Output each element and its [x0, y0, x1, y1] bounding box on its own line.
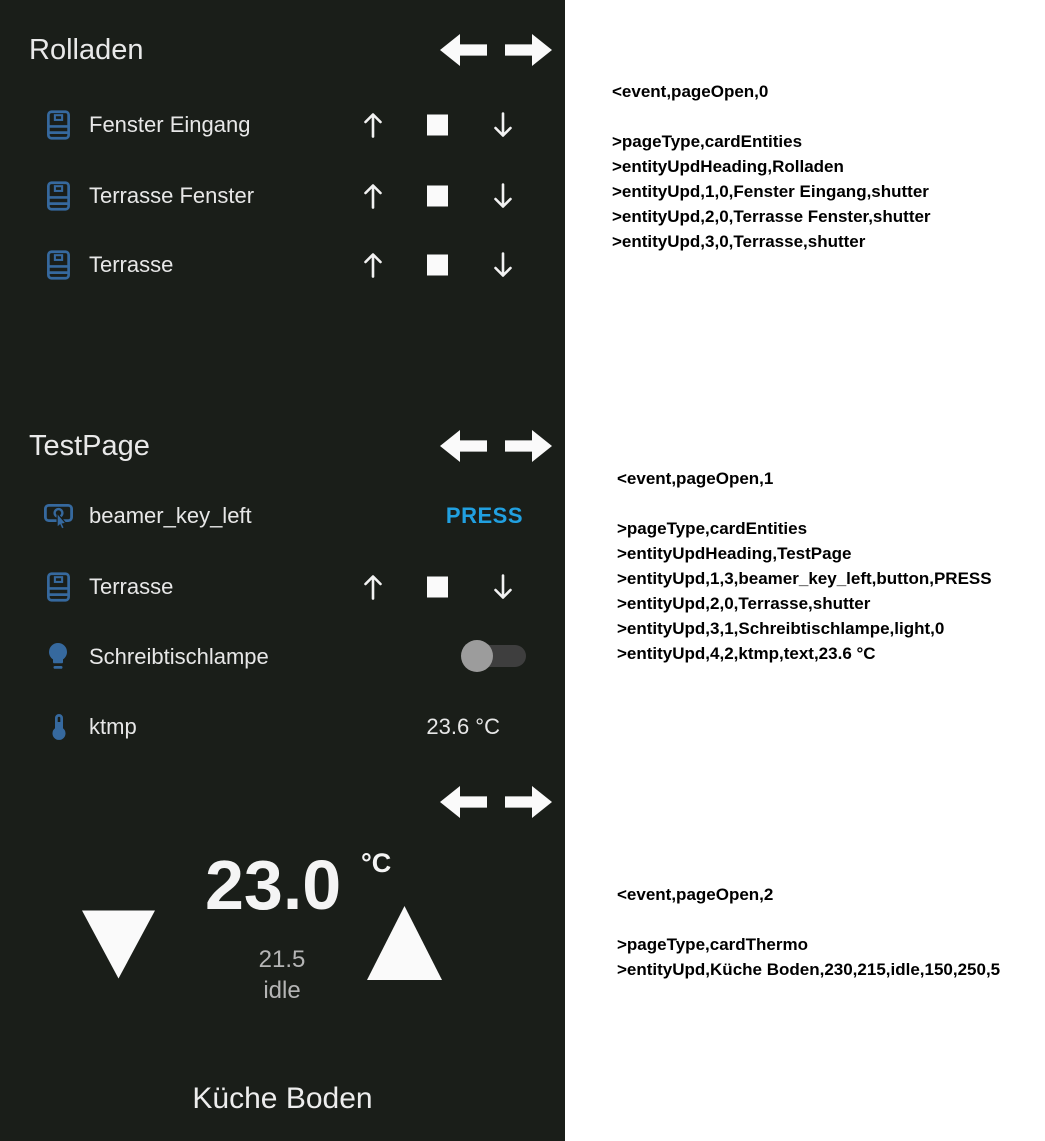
arrow-left-icon — [440, 786, 487, 818]
shutter-stop-button[interactable] — [427, 577, 448, 598]
arrow-right-icon — [505, 786, 552, 818]
entity-row — [0, 564, 565, 610]
arrow-right-icon — [505, 430, 552, 462]
page-title: Rolladen — [29, 34, 144, 66]
arrow-right-icon — [505, 34, 552, 66]
entity-label: Terrasse — [89, 252, 174, 277]
shutter-stop-button[interactable] — [427, 255, 448, 276]
entity-label: ktmp — [89, 714, 137, 739]
uart-protocol-log — [565, 0, 1045, 1141]
log-line: >entityUpd,3,1,Schreibtischlampe,light,0 — [617, 619, 945, 638]
arrow-left-icon — [440, 34, 487, 66]
log-line: >entityUpd,1,0,Fenster Eingang,shutter — [612, 182, 929, 201]
log-line: >entityUpd,4,2,ktmp,text,23.6 °C — [617, 644, 876, 663]
log-line: <event,pageOpen,1 — [617, 469, 774, 488]
shutter-icon — [46, 110, 71, 141]
entity-row — [0, 242, 565, 288]
shutter-icon — [46, 181, 71, 212]
entity-label: beamer_key_left — [89, 503, 252, 528]
log-gap — [617, 907, 1000, 932]
nav-next-button[interactable] — [505, 786, 552, 818]
nav-next-button[interactable] — [505, 430, 552, 462]
light-toggle-switch[interactable] — [461, 638, 527, 674]
entity-row — [0, 493, 565, 539]
log-line: >entityUpd,2,0,Terrasse Fenster,shutter — [612, 207, 931, 226]
card-entities-testpage — [0, 390, 565, 770]
log-line: <event,pageOpen,2 — [617, 885, 774, 904]
entity-label: Schreibtischlampe — [89, 644, 269, 669]
nav-prev-button[interactable] — [440, 786, 487, 818]
shutter-up-button[interactable] — [359, 182, 387, 210]
entity-label: Terrasse — [89, 574, 174, 599]
log-line: >entityUpdHeading,TestPage — [617, 544, 852, 563]
toggle-knob — [461, 640, 493, 672]
entity-row — [0, 704, 565, 750]
log-line: >pageType,cardEntities — [612, 132, 803, 151]
log-block-page0 — [612, 79, 931, 254]
entity-label: Terrasse Fenster — [89, 183, 255, 208]
hvac-status: idle — [263, 977, 301, 1004]
nav-prev-button[interactable] — [440, 430, 487, 462]
current-temperature: 21.5 — [258, 946, 306, 973]
shutter-stop-button[interactable] — [427, 115, 448, 136]
nav-next-button[interactable] — [505, 34, 552, 66]
log-gap — [617, 491, 992, 516]
log-line: >entityUpd,2,0,Terrasse,shutter — [617, 594, 871, 613]
shutter-stop-button[interactable] — [427, 186, 448, 207]
gesture-tap-icon — [44, 501, 73, 531]
log-line: >pageType,cardEntities — [617, 519, 808, 538]
card-entities-rolladen — [0, 0, 565, 390]
temperature-unit: °C — [361, 848, 392, 878]
shutter-up-button[interactable] — [359, 251, 387, 279]
press-button[interactable]: PRESS — [445, 503, 523, 528]
log-line: >entityUpd,Küche Boden,230,215,idle,150,250,5 — [617, 960, 1001, 979]
log-gap — [612, 104, 931, 129]
target-temperature: 23.0 — [205, 846, 342, 924]
nav-prev-button[interactable] — [440, 34, 487, 66]
log-block-page1 — [617, 466, 992, 666]
log-line: >entityUpd,1,3,beamer_key_left,button,PRESS — [617, 569, 992, 588]
log-line: <event,pageOpen,0 — [612, 82, 769, 101]
shutter-down-button[interactable] — [489, 182, 517, 210]
arrow-left-icon — [440, 430, 487, 462]
page-title: TestPage — [29, 430, 150, 462]
shutter-up-button[interactable] — [359, 573, 387, 601]
shutter-icon — [46, 572, 71, 603]
triangle-down-icon — [82, 910, 155, 979]
shutter-down-button[interactable] — [489, 111, 517, 139]
log-line: >entityUpd,3,0,Terrasse,shutter — [612, 232, 866, 251]
shutter-down-button[interactable] — [489, 251, 517, 279]
sensor-value: 23.6 °C — [426, 714, 500, 739]
log-block-page2 — [617, 882, 1000, 982]
shutter-icon — [46, 250, 71, 281]
entity-row — [0, 173, 565, 219]
thermometer-icon — [47, 712, 71, 742]
shutter-up-button[interactable] — [359, 111, 387, 139]
entity-row — [0, 102, 565, 148]
temp-decrease-button[interactable] — [82, 910, 155, 979]
thermo-entity-title: Küche Boden — [192, 1082, 373, 1115]
entity-label: Fenster Eingang — [89, 112, 251, 137]
shutter-down-button[interactable] — [489, 573, 517, 601]
log-line: >entityUpdHeading,Rolladen — [612, 157, 844, 176]
lightbulb-icon — [46, 642, 70, 672]
log-line: >pageType,cardThermo — [617, 935, 808, 954]
